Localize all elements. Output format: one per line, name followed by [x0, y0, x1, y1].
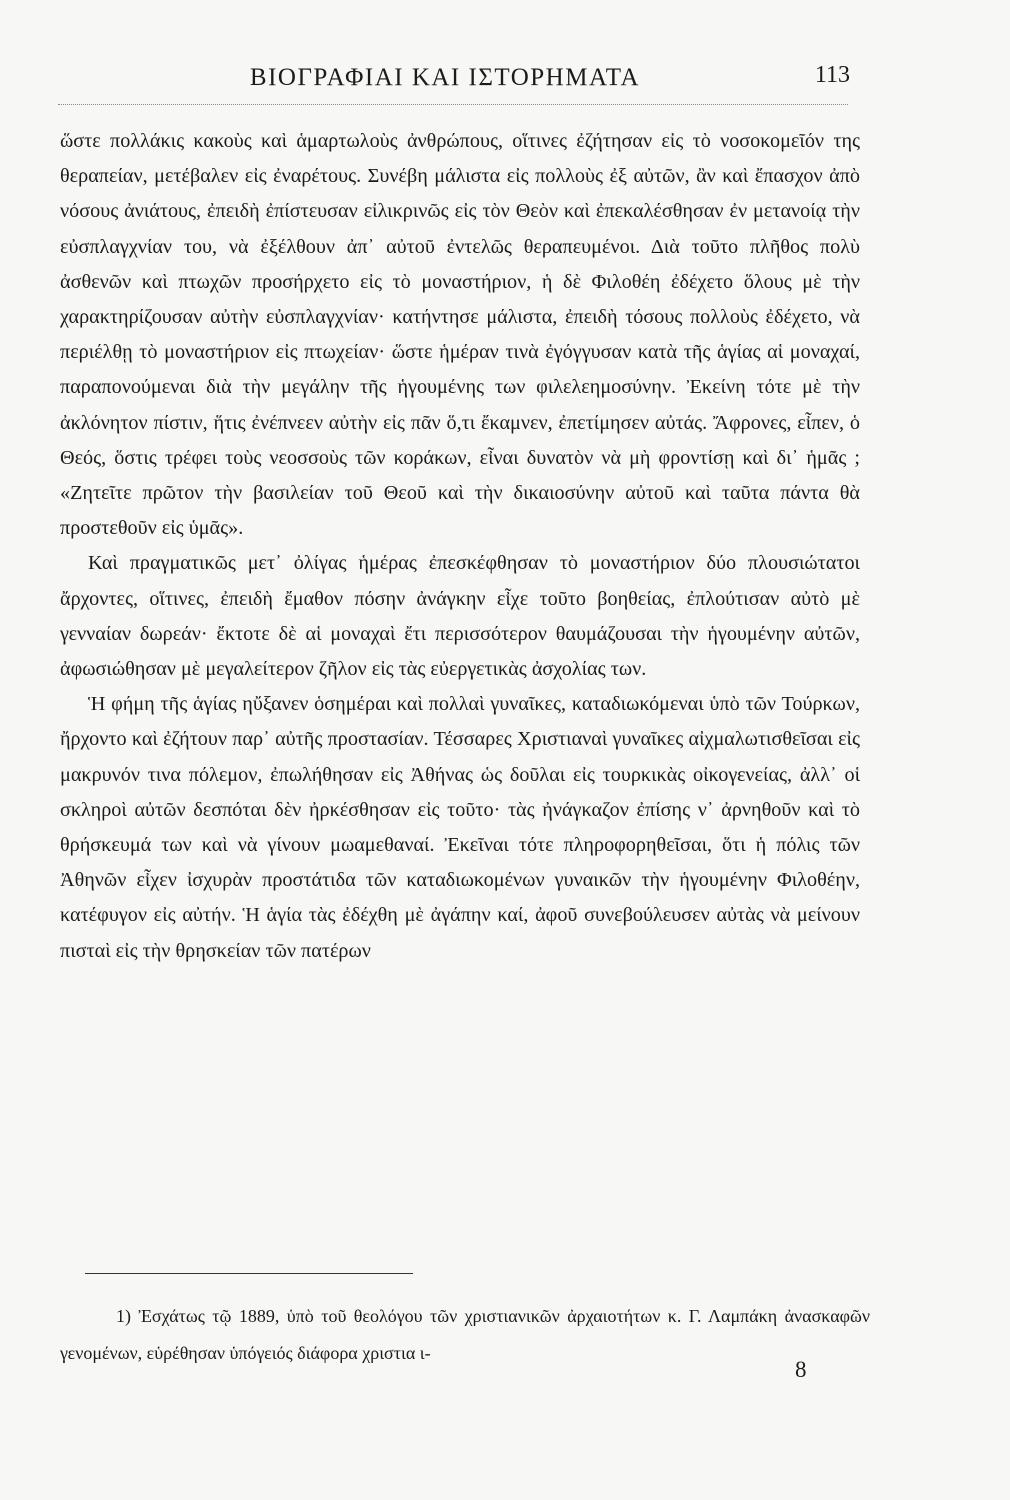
footnote-rule [85, 1273, 413, 1274]
page-number: 113 [814, 62, 850, 88]
footnote [60, 1298, 870, 1372]
paragraph-1: ὥστε πολλάκις κακοὺς καὶ ἁμαρτωλοὺς ἀνθρώπους, οἵτινες ἐζήτησαν εἰς τὸ νοσοκομεῖόν της θεραπείαν, μετέβαλεν εἰς ἐναρέτους. Συνέβη μάλιστα εἰς πολλοὺς ἐξ αὐτῶν, ἂν καὶ ἔπασχον ἀπὸ νόσους ἀνιάτους, ἐπειδὴ ἐπίστευσαν εἰλικρινῶς εἰς τὸν Θεὸν καὶ ἐπεκαλέσθησαν ἐν μετανοίᾳ τὴν εὐσπλαγχνίαν του, νὰ ἐξέλθουν ἀπ᾽ αὐτοῦ ἐντελῶς θεραπευμένοι. Διὰ τοῦτο πλῆθος πολὺ ἀσθενῶν καὶ πτωχῶν προσήρχετο εἰς τὸ μοναστήριον, ἡ δὲ Φιλοθέη ἐδέχετο ὅλους μὲ τὴν χαρακτηρίζουσαν αὐτὴν εὐσπλαγχνίαν· κατήντησε μάλιστα, ἐπειδὴ τόσους πολλοὺς ἐδέχετο, νὰ περιέλθῃ τὸ μοναστήριον εἰς πτωχείαν· ὥστε ἡμέραν τινὰ ἐγόγγυσαν κατὰ τῆς ἁγίας αἱ μοναχαί, παραπονούμεναι διὰ τὴν μεγάλην τῆς ἡγουμένης των φιλελεημοσύνην. Ἐκείνη τότε μὲ τὴν ἀκλόνητον πίστιν, ἥτις ἐνέπνεεν αὐτὴν εἰς πᾶν ὅ,τι ἔκαμνεν, ἐπετίμησεν αὐτάς. Ἄφρονες, εἶπεν, ὁ Θεός, ὅστις τρέφει τοὺς νεοσσοὺς τῶν κοράκων, εἶναι δυνατὸν νὰ μὴ φροντίσῃ καὶ δι᾽ ἡμᾶς ; «Ζητεῖτε πρῶτον τὴν βασιλείαν τοῦ Θεοῦ καὶ τὴν δικαιοσύνην αὐτοῦ καὶ ταῦτα πάντα θὰ προστεθοῦν εἰς ὑμᾶς». [60, 130, 860, 540]
body-text [60, 124, 860, 969]
footnote-text: 1) Ἐσχάτως τῷ 1889, ὑπὸ τοῦ θεολόγου τῶν χριστιανικῶν ἀρχαιοτήτων κ. Γ. Λαμπάκη ἀνασκαφῶν γενομένων, εὑρέθησαν ὑπόγειός διάφορα χριστια ι- [60, 1306, 870, 1363]
running-head [90, 62, 852, 98]
signature-mark: 8 [795, 1357, 807, 1382]
paragraph-3: Ἡ φήμη τῆς ἁγίας ηὔξανεν ὁσημέραι καὶ πολλαὶ γυναῖκες, καταδιωκόμεναι ὑπὸ τῶν Τούρκων, ἤρχοντο καὶ ἐζήτουν παρ᾽ αὐτῆς προστασίαν. Τέσσαρες Χριστιαναὶ γυναῖκες αἰχμαλωτισθεῖσαι εἰς μακρυνόν τινα πόλεμον, ἐπωλήθησαν εἰς Ἀθήνας ὡς δοῦλαι εἰς τουρκικὰς οἰκογενείας, ἀλλ᾽ οἱ σκληροὶ αὐτῶν δεσπόται δὲν ἠρκέσθησαν εἰς τοῦτο· τὰς ἠνάγκαζον ἐπίσης ν᾽ ἀρνηθοῦν καὶ τὸ θρήσκευμά των καὶ νὰ γίνουν μωαμεθαναί. Ἐκεῖναι τότε πληροφορηθεῖσαι, ὅτι ἡ πόλις τῶν Ἀθηνῶν εἶχεν ἰσχυρὰν προστάτιδα τῶν καταδιωκομένων γυναικῶν τὴν ἡγουμένην Φιλοθέην, κατέφυγον εἰς αὐτήν. Ἡ ἁγία τὰς ἐδέχθη μὲ ἀγάπην καί, ἀφοῦ συνεβούλευσεν αὐτὰς νὰ μείνουν πισταὶ εἰς τὴν θρησκείαν τῶν πατέρων [60, 693, 860, 962]
running-title: ΒΙΟΓΡΑΦΙΑΙ ΚΑΙ ΙΣΤΟΡΗΜΑΤΑ [249, 64, 641, 91]
paragraph-2: Καὶ πραγματικῶς μετ᾽ ὀλίγας ἡμέρας ἐπεσκέφθησαν τὸ μοναστήριον δύο πλουσιώτατοι ἄρχοντες, οἵτινες, ἐπειδὴ ἔμαθον πόσην ἀνάγκην εἶχε τοῦτο βοηθείας, ἐπλούτισαν αὐτὸ μὲ γενναίαν δωρεάν· ἔκτοτε δὲ αἱ μοναχαὶ ἔτι περισσότερον θαυμάζουσαι τὴν ἡγουμένην αὐτῶν, ἀφωσιώθησαν μὲ μεγαλείτερον ζῆλον εἰς τὰς εὐεργετικὰς ἀσχολίας των. [60, 552, 860, 681]
header-rule [58, 104, 848, 105]
